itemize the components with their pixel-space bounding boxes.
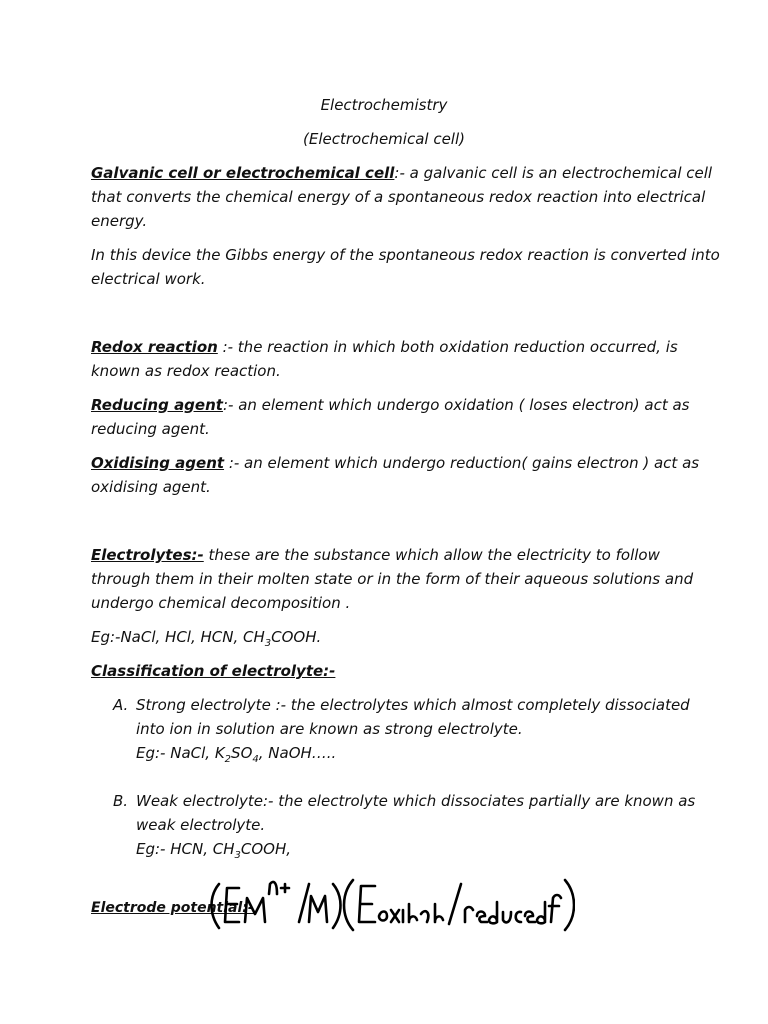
strong-example-sub1: 2	[224, 754, 232, 765]
strong-list-marker: A.	[113, 696, 129, 714]
electrolytes-definition-start: these are the substance which allow the electricity to follow	[203, 546, 660, 564]
reducing-definition-start: :- an element which undergo oxidation ( loses electron) act as	[222, 396, 690, 414]
reducing-paragraph-line-1	[91, 395, 689, 415]
reducing-paragraph-line-2: reducing agent.	[91, 420, 210, 438]
handwritten-formula	[205, 876, 575, 932]
strong-electrolyte-example	[136, 743, 336, 770]
page-title: Electrochemistry	[320, 96, 448, 114]
electrolytes-example	[91, 627, 321, 654]
oxidising-term: Oxidising agent	[91, 454, 225, 472]
galvanic-term: Galvanic cell or electrochemical cell	[91, 164, 395, 182]
classification-heading: Classification of electrolyte:-	[91, 662, 336, 680]
strong-example-a: Eg:- NaCl, K	[136, 744, 225, 762]
example-tail: COOH.	[271, 628, 322, 646]
strong-electrolyte-line-1: Strong electrolyte :- the electrolytes which almost completely dissociated	[136, 696, 690, 714]
electrolytes-paragraph-line-3: undergo chemical decomposition .	[91, 594, 351, 612]
electrolytes-paragraph-line-1	[91, 545, 660, 565]
galvanic-definition-start: :- a galvanic cell is an electrochemical cell	[394, 164, 713, 182]
example-subscript: 3	[264, 638, 272, 649]
electrolytes-paragraph-line-2: through them in their molten state or in the form of their aqueous solutions and	[91, 570, 694, 588]
redox-definition-start: :- the reaction in which both oxidation reduction occurred, is	[217, 338, 678, 356]
electrode-potential-heading: Electrode potential:-	[91, 900, 254, 916]
weak-electrolyte-line-2: weak electrolyte.	[136, 816, 266, 834]
weak-example-b: COOH,	[240, 840, 292, 858]
oxidising-definition-start: :- an element which undergo reduction( gains electron ) act as	[224, 454, 700, 472]
electrolytes-term: Electrolytes:-	[91, 546, 204, 564]
oxidising-paragraph-line-1	[91, 453, 699, 473]
reducing-term: Reducing agent	[91, 396, 223, 414]
oxidising-paragraph-line-2: oxidising agent.	[91, 478, 211, 496]
redox-paragraph-line-1	[91, 337, 678, 357]
redox-term: Redox reaction	[91, 338, 218, 356]
gibbs-paragraph-line-2: electrical work.	[91, 270, 206, 288]
example-text: Eg:-NaCl, HCl, HCN, CH	[91, 628, 265, 646]
redox-paragraph-line-2: known as redox reaction.	[91, 362, 281, 380]
weak-list-marker: B.	[113, 792, 129, 810]
weak-electrolyte-example	[136, 839, 291, 866]
weak-example-sub1: 3	[234, 850, 241, 861]
strong-example-b: SO	[231, 744, 253, 762]
galvanic-paragraph-line-1	[91, 163, 712, 183]
galvanic-paragraph-line-3: energy.	[91, 212, 148, 230]
weak-electrolyte-line-1: Weak electrolyte:- the electrolyte which dissociates partially are known as	[136, 792, 696, 810]
strong-example-c: , NaOH…..	[258, 744, 337, 762]
weak-example-a: Eg:- HCN, CH	[136, 840, 235, 858]
strong-electrolyte-line-2: into ion in solution are known as strong electrolyte.	[136, 720, 523, 738]
gibbs-paragraph-line-1: In this device the Gibbs energy of the spontaneous redox reaction is converted into	[91, 246, 720, 264]
galvanic-paragraph-line-2: that converts the chemical energy of a spontaneous redox reaction into electrical	[91, 188, 706, 206]
strong-example-sub2: 4	[252, 754, 259, 765]
page-subtitle: (Electrochemical cell)	[303, 130, 465, 148]
